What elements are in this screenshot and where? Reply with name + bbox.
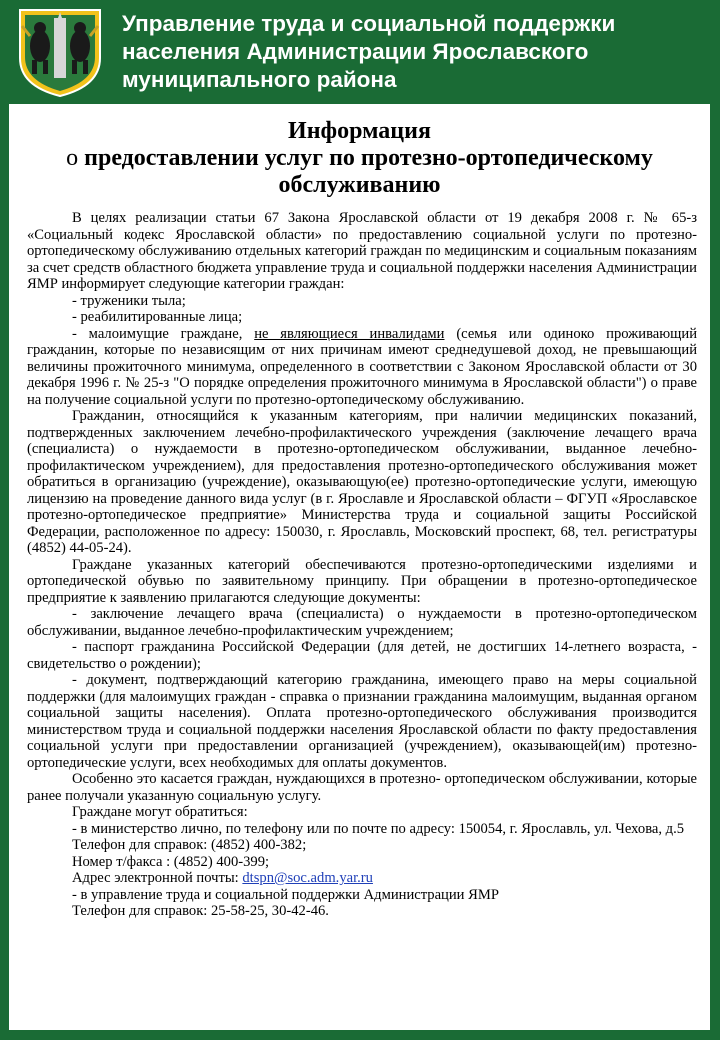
header-title-line: Управление труда и социальной поддержки — [122, 11, 616, 36]
underlined-text: не являющиеся инвалидами — [254, 325, 445, 342]
contact-line: Телефон для справок: 25-58-25, 30-42-46. — [72, 903, 329, 919]
document-list-item: - заключение лечащего врача (специалиста) о нуждаемости в протезно-ортопедическом обслуживании, выданное лечебно-профилактическим учреждением; — [27, 606, 697, 639]
list-item: - труженики тыла; — [72, 292, 186, 309]
email-link[interactable]: dtspn@soc.adm.yar.ru — [242, 870, 373, 886]
document-title: Информация — [288, 118, 431, 144]
document-page — [9, 104, 710, 1030]
header-title-line: муниципального района — [122, 67, 397, 92]
subtitle-prefix: о — [66, 145, 79, 171]
subtitle-bold: обслуживанию — [278, 172, 441, 198]
email-label: Адрес электронной почты: — [72, 870, 239, 886]
paragraph: В целях реализации статьи 67 Закона Ярославской области от 19 декабря 2008 г. № 65-з «Социальный кодекс Ярославской области» по предоставлению социальной услуги по протезно-ортопедическому обслуживанию отдельных категорий граждан по медицинским и социальным показаниям за счет средств областного бюджета управление труда и социальной поддержки населения Администрации ЯМР информирует следующие категории граждан: — [27, 210, 697, 292]
document-body — [27, 210, 697, 920]
document-subtitle — [9, 145, 710, 199]
list-item: - реабилитированные лица; — [72, 309, 243, 325]
document-list-item: - паспорт гражданина Российской Федерации (для детей, не достигших 14-летнего возраста, - свидетельство о рождении); — [27, 639, 697, 672]
page-header — [0, 0, 720, 104]
list-item — [27, 326, 697, 409]
subtitle-bold: предоставлении услуг по протезно-ортопедическому — [84, 145, 653, 171]
coat-of-arms-icon — [14, 6, 106, 98]
paragraph: Особенно это касается граждан, нуждающихся в протезно- ортопедическом обслуживании, которые ранее получали указанную социальную услугу. — [27, 771, 697, 804]
list-item-text: (семья или одиноко проживающий гражданин, которые по независящим от них причинам имеют среднедушевой доход, не превышающий величины прожиточного минимума, определенного в соответствии с Законом Ярославской области от 30 декабря 1996 г. № 25-з "О порядке определения прожиточного минимума в Ярославской области") о праве на получение социальной услуги по протезно-ортопедическому обслуживанию. — [27, 325, 697, 408]
document-list-item: - документ, подтверждающий категорию гражданина, имеющего право на меры социальной поддержки (для малоимущих граждан - справка о признании гражданина малоимущим, выданная органом социальной защиты населения). Оплата протезно-ортопедического обслуживания производится министерством труда и социальной поддержки населения Ярославской области по факту предоставления социальной услуги при предоставлении организацией (учреждением), оказывающей(им) протезно-ортопедические услуги, всех необходимых для оплаты документов. — [27, 672, 697, 771]
contact-line: - в управление труда и социальной поддержки Администрации ЯМР — [72, 886, 499, 903]
contact-line: Номер т/факса : (4852) 400-399; — [72, 853, 270, 870]
contact-line — [27, 870, 697, 887]
paragraph: Граждане указанных категорий обеспечиваются протезно-ортопедическими изделиями и ортопедической обувью по заявительному принципу. При обращении в протезно-ортопедическое предприятие к заявлению прилагаются следующие документы: — [27, 556, 697, 606]
list-item-text: - малоимущие граждане, — [72, 325, 243, 342]
header-title — [122, 10, 712, 94]
paragraph: Гражданин, относящийся к указанным категориям, при наличии медицинских показаний, подтвержденных заключением лечебно-профилактического учреждения (заключение лечащего врача (специалиста) о нуждаемости в протезно-ортопедическом обслуживании, выданное лечебно-профилактическом учреждением), для предоставления протезно-ортопедического обслуживания может обратиться в организацию (учреждение), оказывающую(ее) протезно-ортопедические услуги, имеющую лицензию на проведение данного вида услуг (в г. Ярославле и Ярославской области – ФГУП «Ярославское протезно-ортопедическое предприятие» Министерства труда и социальной защиты Российской Федерации, расположенное по адресу: 150030, г. Ярославль, Московский проспект, 68, тел. регистратуры (4852) 44-05-24). — [27, 408, 697, 556]
contact-line: - в министерство лично, по телефону или по почте по адресу: 150054, г. Ярославль, ул. Чехова, д.5 — [72, 820, 685, 837]
paragraph: Граждане могут обратиться: — [72, 804, 248, 820]
contact-line: Телефон для справок: (4852) 400-382; — [72, 837, 307, 853]
header-title-line: населения Администрации Ярославского — [122, 39, 589, 64]
